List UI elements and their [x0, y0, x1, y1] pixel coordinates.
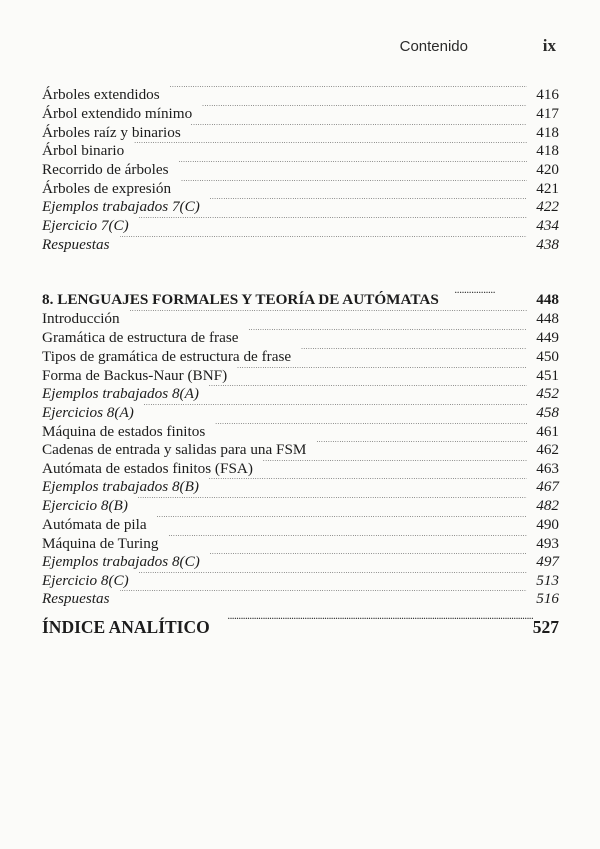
toc-entry-label: Recorrido de árboles — [42, 161, 169, 178]
toc-entry-label: Autómata de pila — [42, 516, 147, 533]
toc-entry — [42, 80, 559, 103]
toc-entry — [42, 454, 559, 477]
toc-entry — [42, 118, 559, 141]
toc-entry-page: 490 — [536, 516, 559, 533]
toc-entry — [42, 361, 559, 384]
toc-entry — [42, 584, 559, 607]
leader-dots — [139, 211, 527, 230]
toc-entry-page: 450 — [536, 348, 559, 365]
toc-entry — [42, 304, 559, 327]
index-page: 527 — [532, 617, 559, 637]
toc-entry — [42, 491, 559, 514]
leader-dots — [157, 510, 527, 529]
toc-entry-label: Máquina de Turing — [42, 535, 159, 552]
toc-entry — [42, 155, 559, 178]
toc-entry-label: Árboles de expresión — [42, 180, 172, 197]
leader-dots — [170, 80, 527, 99]
toc-entry — [42, 417, 559, 440]
index-title: ÍNDICE ANALÍTICO — [42, 617, 210, 637]
leader-dots — [455, 285, 495, 304]
running-header — [44, 36, 556, 58]
toc-entry-page: 467 — [536, 478, 559, 495]
toc-entry-page: 418 — [536, 124, 559, 141]
toc-entry-label: Ejercicio 7(C) — [42, 217, 129, 234]
toc-entry-page: 418 — [536, 142, 559, 159]
toc-entry — [42, 192, 559, 215]
toc-entry — [42, 211, 559, 234]
toc-entry — [42, 379, 559, 402]
toc-entry-label: Árbol binario — [42, 142, 125, 159]
toc-entry — [42, 323, 559, 346]
index-entry — [42, 611, 559, 637]
toc-entry-label: Ejemplos trabajados 8(C) — [42, 553, 200, 570]
toc-entry-label: Gramática de estructura de frase — [42, 329, 239, 346]
toc-entry-page: 482 — [536, 497, 559, 514]
toc-entry-page: 434 — [536, 217, 559, 234]
toc-entry — [42, 472, 559, 495]
toc-entry-page: 421 — [536, 180, 559, 197]
toc-entry — [42, 547, 559, 570]
toc-entry-label: Ejercicio 8(C) — [42, 572, 129, 589]
leader-dots — [191, 118, 527, 137]
toc-entry-page: 462 — [536, 441, 559, 458]
toc-entry — [42, 510, 559, 533]
toc-entry — [42, 136, 559, 159]
toc-entry — [42, 566, 559, 589]
toc-entry — [42, 398, 559, 421]
leader-dots — [237, 361, 527, 380]
toc-entry — [42, 342, 559, 365]
toc-entry-page: 513 — [536, 572, 559, 589]
toc-entry-page: 463 — [536, 460, 559, 477]
leader-dots — [209, 379, 527, 398]
toc-entry-page: 452 — [536, 385, 559, 402]
toc-entry-page: 516 — [536, 590, 559, 607]
toc-entry-label: Respuestas — [42, 236, 110, 253]
leader-dots — [248, 323, 527, 342]
leader-dots — [181, 174, 527, 193]
toc-entry-label: Árboles extendidos — [42, 86, 160, 103]
toc-entry-page: 420 — [536, 161, 559, 178]
toc-entry-label: Ejercicios 8(A) — [42, 404, 134, 421]
toc-entry-page: 448 — [536, 310, 559, 327]
toc-entry-label: Ejemplos trabajados 7(C) — [42, 198, 200, 215]
toc-entry-label: Cadenas de entrada y salidas para una FSM — [42, 441, 307, 458]
toc-entry — [42, 99, 559, 122]
toc-entry-page: 461 — [536, 423, 559, 440]
toc-entry-page: 422 — [536, 198, 559, 215]
toc-entry-page: 449 — [536, 329, 559, 346]
leader-dots — [202, 99, 527, 118]
toc-entry-label: Respuestas — [42, 590, 110, 607]
leader-dots — [210, 192, 527, 211]
leader-dots — [209, 472, 527, 491]
leader-dots — [120, 584, 528, 603]
toc-entry-label: Máquina de estados finitos — [42, 423, 206, 440]
leader-dots — [120, 230, 528, 249]
toc-entry — [42, 174, 559, 197]
toc-entry-label: Tipos de gramática de estructura de frase — [42, 348, 292, 365]
toc-entry-label: Forma de Backus-Naur (BNF) — [42, 367, 228, 384]
toc-entry-label: Ejercicio 8(B) — [42, 497, 128, 514]
chapter-title: 8. LENGUAJES FORMALES Y TEORÍA DE AUTÓMATAS — [42, 291, 439, 308]
toc-entry-page: 417 — [536, 105, 559, 122]
toc-entry — [42, 529, 559, 552]
toc-entry — [42, 230, 559, 253]
leader-dots — [301, 342, 527, 361]
toc-entry-label: Ejemplos trabajados 8(A) — [42, 385, 199, 402]
header-title: Contenido — [399, 38, 468, 55]
toc-entry-label: Autómata de estados finitos (FSA) — [42, 460, 253, 477]
toc-entry-label: Ejemplos trabajados 8(B) — [42, 478, 199, 495]
toc-entry-page: 416 — [536, 86, 559, 103]
leader-dots — [215, 417, 527, 436]
leader-dots — [316, 435, 527, 454]
chapter-heading — [42, 285, 559, 308]
toc-entry-page: 493 — [536, 535, 559, 552]
toc-entry-page: 458 — [536, 404, 559, 421]
leader-dots — [130, 304, 527, 323]
toc-entry-page: 438 — [536, 236, 559, 253]
leader-dots — [138, 491, 527, 510]
leader-dots — [228, 611, 533, 633]
toc-entry-label: Árboles raíz y binarios — [42, 124, 181, 141]
leader-dots — [168, 529, 527, 548]
toc-entry-page: 497 — [536, 553, 559, 570]
header-page-number: ix — [542, 36, 556, 55]
leader-dots — [139, 566, 527, 585]
leader-dots — [210, 547, 527, 566]
leader-dots — [179, 155, 527, 174]
leader-dots — [134, 136, 527, 155]
toc-entry — [42, 435, 559, 458]
leader-dots — [263, 454, 527, 473]
toc-entry-label: Árbol extendido mínimo — [42, 105, 193, 122]
leader-dots — [144, 398, 527, 417]
toc-entry-page: 451 — [536, 367, 559, 384]
chapter-page: 448 — [536, 291, 559, 308]
toc-entry-label: Introducción — [42, 310, 120, 327]
